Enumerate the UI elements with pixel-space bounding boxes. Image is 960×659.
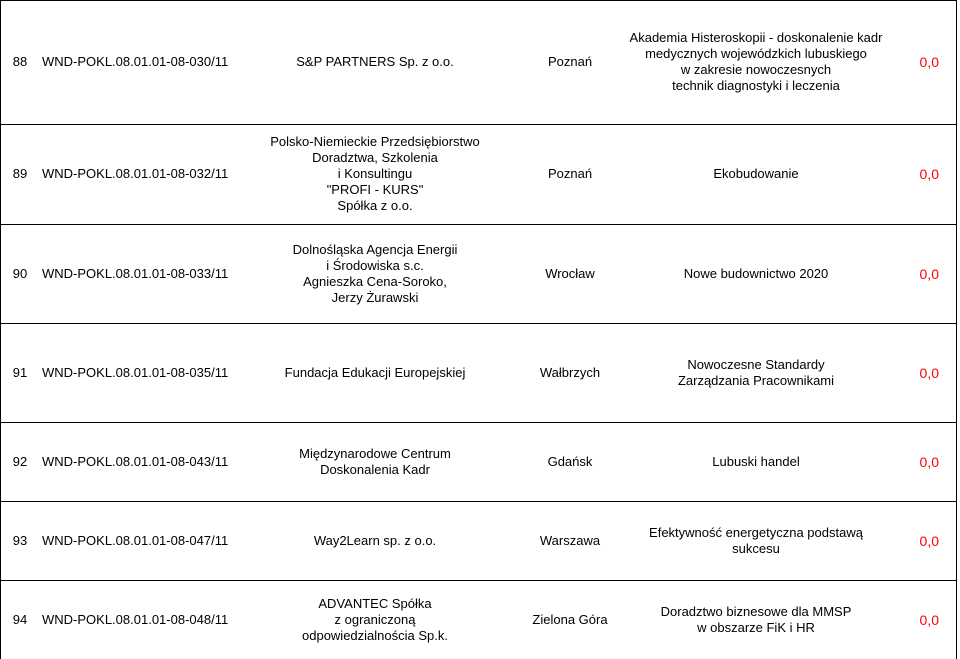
amount: 0,0 — [919, 532, 939, 549]
amount: 0,0 — [919, 265, 939, 282]
organization-name: Międzynarodowe Centrum Doskonalenia Kadr — [299, 445, 451, 477]
organization-name: S&P PARTNERS Sp. z o.o. — [296, 54, 454, 69]
project-title: Nowe budownictwo 2020 — [683, 265, 829, 281]
table-row — [0, 501, 957, 580]
table-row — [0, 323, 957, 422]
row-number: 94 — [12, 611, 28, 627]
project-title: Nowoczesne Standardy Zarządzania Pracownikami — [677, 356, 835, 388]
organization-name: Way2Learn sp. z o.o. — [313, 532, 437, 548]
application-number: WND-POKL.08.01.01-08-033/11 — [42, 265, 229, 281]
organization-name: Dolnośląska Agencja Energii i Środowiska s.c. Agnieszka Cena-Soroko, Jerzy Żurawski — [292, 241, 458, 305]
project-title: Akademia Histeroskopii - doskonalenie kadr medycznych wojewódzkich lubuskiego w zakresie nowoczesnych technik diagnostyki i leczenia — [629, 30, 883, 93]
project-title: Efektywność energetyczna podstawą sukcesu — [649, 524, 863, 556]
city: Gdańsk — [547, 453, 593, 469]
application-number: WND-POKL.08.01.01-08-048/11 — [42, 611, 229, 627]
city: Poznań — [547, 54, 593, 69]
application-number: WND-POKL.08.01.01-08-047/11 — [42, 532, 229, 548]
project-title: Doradztwo biznesowe dla MMSP w obszarze FiK i HR — [660, 603, 852, 635]
amount: 0,0 — [919, 453, 939, 470]
amount: 0,0 — [919, 166, 939, 182]
row-number: 89 — [12, 166, 28, 181]
city: Zielona Góra — [532, 611, 608, 627]
application-number: WND-POKL.08.01.01-08-035/11 — [42, 364, 229, 380]
table-row — [0, 580, 957, 659]
table-row — [0, 422, 957, 501]
row-number: 92 — [12, 453, 28, 469]
project-title: Ekobudowanie — [713, 166, 799, 181]
row-number: 91 — [12, 364, 28, 380]
application-number: WND-POKL.08.01.01-08-032/11 — [42, 166, 229, 181]
organization-name: ADVANTEC Spółka z ograniczoną odpowiedzialnościa Sp.k. — [302, 595, 448, 643]
city: Warszawa — [539, 532, 601, 548]
application-number: WND-POKL.08.01.01-08-043/11 — [42, 453, 229, 469]
organization-name: Fundacja Edukacji Europejskiej — [284, 364, 466, 380]
city: Poznań — [547, 166, 593, 181]
organization-name: Polsko-Niemieckie Przedsiębiorstwo Doradztwa, Szkolenia i Konsultingu "PROFI - KURS" Spółka z o.o. — [270, 134, 480, 213]
row-number: 90 — [12, 265, 28, 281]
project-title: Lubuski handel — [712, 453, 800, 469]
city: Wrocław — [545, 265, 595, 281]
table-row — [0, 224, 957, 323]
amount: 0,0 — [919, 364, 939, 381]
amount: 0,0 — [919, 611, 939, 628]
amount: 0,0 — [919, 54, 939, 70]
table-row — [0, 0, 957, 124]
application-number: WND-POKL.08.01.01-08-030/11 — [42, 54, 229, 69]
row-number: 88 — [12, 54, 28, 69]
city: Wałbrzych — [539, 364, 601, 380]
table-row — [0, 124, 957, 224]
row-number: 93 — [12, 532, 28, 548]
